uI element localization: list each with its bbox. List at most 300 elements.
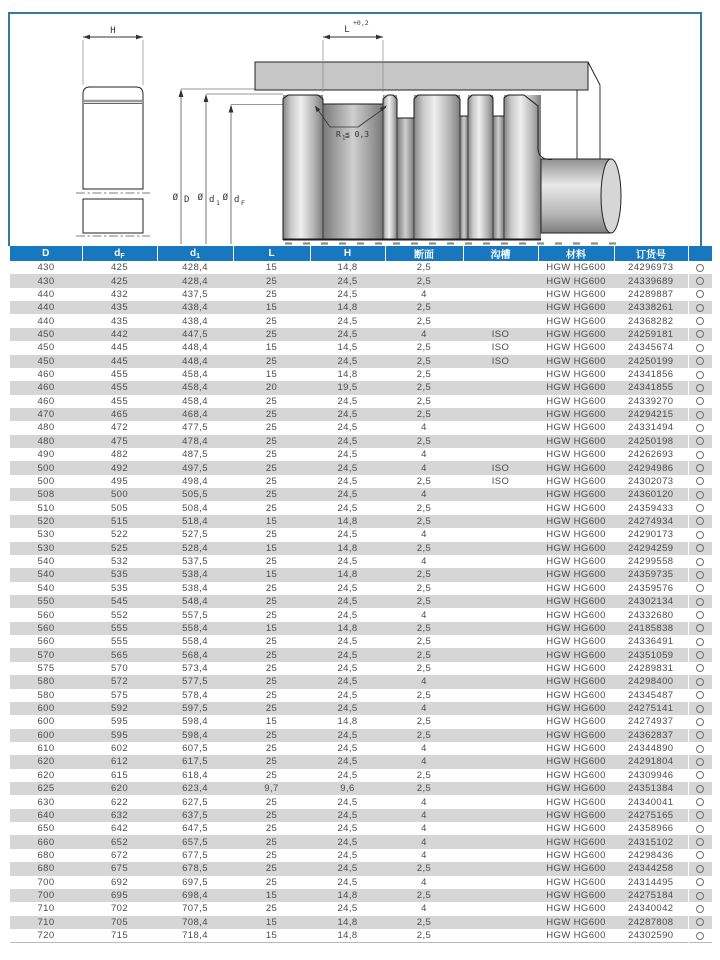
cell: 465 <box>110 409 129 421</box>
cell: 720 <box>37 930 55 942</box>
cell: 497,5 <box>182 462 208 474</box>
cell: 24359576 <box>628 582 674 594</box>
availability-icon <box>696 558 704 566</box>
cell: 552 <box>110 609 129 621</box>
column-header: 订货号 <box>614 246 688 261</box>
availability-cell <box>688 274 712 287</box>
cell: 602 <box>110 743 129 755</box>
cell: 24259181 <box>628 328 674 340</box>
cell: 24358966 <box>628 823 674 835</box>
dim-label-dia-D: D <box>184 195 190 205</box>
table-row <box>10 501 712 514</box>
table-row <box>10 448 712 461</box>
cell <box>463 715 538 728</box>
cell: 458,4 <box>182 369 208 381</box>
cell: 14,8 <box>337 302 358 314</box>
cell: 24302590 <box>628 930 674 942</box>
availability-cell <box>688 742 712 755</box>
cell: 707,5 <box>182 903 208 915</box>
cell <box>463 929 538 943</box>
availability-cell <box>688 635 712 648</box>
cell: 545 <box>110 596 129 608</box>
cell: 2,5 <box>416 689 432 701</box>
cell <box>463 702 538 715</box>
cell <box>463 488 538 501</box>
cell <box>463 635 538 648</box>
cell: 470 <box>37 409 55 421</box>
cell: 4 <box>421 836 427 848</box>
availability-cell <box>688 408 712 421</box>
availability-cell <box>688 542 712 555</box>
cell: 4 <box>421 796 427 808</box>
cell: 14,8 <box>337 262 358 274</box>
availability-cell <box>688 461 712 474</box>
table-row <box>10 461 712 474</box>
cell: 540 <box>37 569 55 581</box>
table-row <box>10 689 712 702</box>
cell: 482 <box>110 449 129 461</box>
cell: 25 <box>265 556 278 568</box>
table-row <box>10 902 712 915</box>
cell: 4 <box>421 676 427 688</box>
cell: 4 <box>421 288 427 300</box>
cell: 15 <box>265 930 278 942</box>
availability-icon <box>696 384 704 392</box>
cell <box>463 729 538 742</box>
cell: 570 <box>110 662 129 674</box>
cell: 24,5 <box>337 609 358 621</box>
column-header: 断面 <box>385 246 463 261</box>
cell: HGW HG600 <box>546 275 606 287</box>
cell <box>463 662 538 675</box>
availability-icon <box>696 758 704 766</box>
availability-cell <box>688 729 712 742</box>
cell: 25 <box>265 288 278 300</box>
cell: 440 <box>37 315 55 327</box>
cell: 15 <box>265 369 278 381</box>
cell: 24298400 <box>628 676 674 688</box>
availability-icon <box>696 745 704 753</box>
cell: 612 <box>110 756 129 768</box>
table-row <box>10 822 712 835</box>
cell: 24275184 <box>628 890 674 902</box>
cell: HGW HG600 <box>546 916 606 928</box>
cell: 448,4 <box>182 342 208 354</box>
dim-label-dia-df-sub: F <box>241 199 245 207</box>
cell: 447,5 <box>182 328 208 340</box>
cell: 600 <box>37 703 55 715</box>
cell <box>463 809 538 822</box>
cell: 4 <box>421 609 427 621</box>
availability-icon <box>696 504 704 512</box>
cell: 2,5 <box>416 262 432 274</box>
dim-label-dia-d1-sub: 1 <box>216 199 220 207</box>
cell: 24,5 <box>337 449 358 461</box>
cell: 428,4 <box>182 275 208 287</box>
cell: HGW HG600 <box>546 462 606 474</box>
table-row <box>10 755 712 768</box>
cell: 24185838 <box>628 622 674 634</box>
cell: HGW HG600 <box>546 542 606 554</box>
cell: 570 <box>37 649 55 661</box>
cell: HGW HG600 <box>546 328 606 340</box>
table-row <box>10 889 712 902</box>
availability-cell <box>688 769 712 782</box>
availability-icon <box>696 344 704 352</box>
availability-icon <box>696 517 704 525</box>
cell: 508 <box>37 489 55 501</box>
cell: 2,5 <box>416 302 432 314</box>
cell: 2,5 <box>416 622 432 634</box>
table-row <box>10 408 712 421</box>
cell <box>463 595 538 608</box>
cell: 2,5 <box>416 275 432 287</box>
cell: 498,4 <box>182 475 208 487</box>
cell <box>463 515 538 528</box>
cell: 24362837 <box>628 729 674 741</box>
cell: 24250199 <box>628 355 674 367</box>
cell: 710 <box>37 916 55 928</box>
table-row <box>10 368 712 381</box>
cell: 445 <box>110 342 129 354</box>
cell: 25 <box>265 462 278 474</box>
cell: HGW HG600 <box>546 449 606 461</box>
cell: 4 <box>421 556 427 568</box>
cell <box>463 542 538 555</box>
cell <box>463 742 538 755</box>
cell: 705 <box>110 916 129 928</box>
cell <box>463 368 538 381</box>
cell: 24,5 <box>337 649 358 661</box>
cell: 557,5 <box>182 609 208 621</box>
cell: 445 <box>110 355 129 367</box>
cell: 575 <box>37 662 55 674</box>
cell: 573,4 <box>182 662 208 674</box>
cell: 25 <box>265 876 278 888</box>
cell: 460 <box>37 382 55 394</box>
cell: 435 <box>110 315 129 327</box>
table-row <box>10 675 712 688</box>
availability-icon <box>696 317 704 325</box>
table-row <box>10 608 712 621</box>
cell: ISO <box>491 355 510 367</box>
cell: 592 <box>110 703 129 715</box>
cell <box>463 408 538 421</box>
cell: 598,4 <box>182 729 208 741</box>
availability-cell <box>688 288 712 301</box>
cell: 15 <box>265 342 278 354</box>
cell <box>463 421 538 434</box>
table-row <box>10 475 712 488</box>
availability-cell <box>688 568 712 581</box>
availability-cell <box>688 795 712 808</box>
cell: 650 <box>37 823 55 835</box>
availability-icon <box>696 598 704 606</box>
availability-icon <box>696 544 704 552</box>
availability-cell <box>688 675 712 688</box>
cell: 25 <box>265 903 278 915</box>
cell: 24,5 <box>337 849 358 861</box>
cell: HGW HG600 <box>546 649 606 661</box>
table-row <box>10 595 712 608</box>
availability-icon <box>696 731 704 739</box>
availability-icon <box>696 878 704 886</box>
cell: 2,5 <box>416 729 432 741</box>
cell: 437,5 <box>182 288 208 300</box>
table-row <box>10 421 712 434</box>
cell: 535 <box>110 569 129 581</box>
cell: 25 <box>265 729 278 741</box>
availability-icon <box>696 464 704 472</box>
cell: 2,5 <box>416 409 432 421</box>
cell: 4 <box>421 449 427 461</box>
cell: 477,5 <box>182 422 208 434</box>
cell: 24340041 <box>628 796 674 808</box>
cell: 558,4 <box>182 636 208 648</box>
cell: 595 <box>110 716 129 728</box>
table-row <box>10 435 712 448</box>
cell: 450 <box>37 342 55 354</box>
cell <box>463 568 538 581</box>
cell: 24299558 <box>628 556 674 568</box>
cell: 560 <box>37 609 55 621</box>
cell: 24,5 <box>337 809 358 821</box>
table-row <box>10 528 712 541</box>
cell <box>463 849 538 862</box>
cell: 24,5 <box>337 582 358 594</box>
cell: 25 <box>265 475 278 487</box>
cell: 2,5 <box>416 716 432 728</box>
availability-icon <box>696 905 704 913</box>
availability-cell <box>688 916 712 929</box>
cell <box>463 555 538 568</box>
cell: 2,5 <box>416 355 432 367</box>
availability-cell <box>688 902 712 915</box>
cell: 2,5 <box>416 636 432 648</box>
cell: 618,4 <box>182 769 208 781</box>
ring-cross-section <box>76 26 150 236</box>
cell: HGW HG600 <box>546 302 606 314</box>
cell: HGW HG600 <box>546 355 606 367</box>
cell: 24,5 <box>337 823 358 835</box>
cell: 25 <box>265 328 278 340</box>
cell: 2,5 <box>416 369 432 381</box>
cell: 2,5 <box>416 502 432 514</box>
cell: 695 <box>110 890 129 902</box>
cell: 597,5 <box>182 703 208 715</box>
cell: HGW HG600 <box>546 823 606 835</box>
availability-cell <box>688 689 712 702</box>
availability-cell <box>688 715 712 728</box>
cell: 4 <box>421 756 427 768</box>
column-header: L <box>233 246 310 261</box>
cell: 620 <box>37 769 55 781</box>
cell <box>463 782 538 795</box>
dim-label-dia-D-sym: Ø <box>172 193 178 203</box>
cell: 715 <box>110 930 129 942</box>
cell: 4 <box>421 743 427 755</box>
dim-label-l: L <box>344 25 350 35</box>
cell: 25 <box>265 609 278 621</box>
cell: 2,5 <box>416 783 432 795</box>
cell: 24,5 <box>337 529 358 541</box>
cell: 595 <box>110 729 129 741</box>
cell <box>463 381 538 394</box>
cell: 25 <box>265 863 278 875</box>
cell: 2,5 <box>416 769 432 781</box>
cell: 425 <box>110 262 129 274</box>
cell: HGW HG600 <box>546 422 606 434</box>
table-row <box>10 702 712 715</box>
table-row <box>10 515 712 528</box>
cell: ISO <box>491 328 510 340</box>
cell: 2,5 <box>416 930 432 942</box>
dim-label-dia-d1-sym: Ø <box>197 193 203 203</box>
cell: 14,8 <box>337 916 358 928</box>
cell: ISO <box>491 475 510 487</box>
cell <box>463 608 538 621</box>
cell: 24294215 <box>628 409 674 421</box>
availability-cell <box>688 395 712 408</box>
column-header: 材料 <box>538 246 614 261</box>
shaft-end <box>538 148 621 233</box>
cell: 450 <box>37 355 55 367</box>
cell: 24,5 <box>337 395 358 407</box>
availability-icon <box>696 798 704 806</box>
cell: 432 <box>110 288 129 300</box>
table-row <box>10 795 712 808</box>
cell: 24275141 <box>628 703 674 715</box>
cell: 2,5 <box>416 916 432 928</box>
dim-label-dia-df: d <box>234 195 240 205</box>
column-header: 沟槽 <box>463 246 538 261</box>
availability-icon <box>696 477 704 485</box>
cell: HGW HG600 <box>546 395 606 407</box>
cell: 15 <box>265 516 278 527</box>
cell: 24331494 <box>628 422 674 434</box>
cell: 458,4 <box>182 382 208 394</box>
availability-cell <box>688 515 712 528</box>
cell: 24,5 <box>337 315 358 327</box>
cell: 25 <box>265 582 278 594</box>
cell: HGW HG600 <box>546 529 606 541</box>
cell: 14,8 <box>337 716 358 728</box>
cell <box>463 395 538 408</box>
cell: 490 <box>37 449 55 461</box>
cell: HGW HG600 <box>546 609 606 621</box>
cell: 540 <box>37 556 55 568</box>
cell: 4 <box>421 903 427 915</box>
column-header <box>688 246 712 261</box>
cell <box>463 314 538 327</box>
cell: 598,4 <box>182 716 208 728</box>
cell: 530 <box>37 542 55 554</box>
availability-cell <box>688 435 712 448</box>
cell: 455 <box>110 395 129 407</box>
radius-note-sub: 1 <box>342 135 346 142</box>
cell: 435 <box>110 302 129 314</box>
table-row <box>10 729 712 742</box>
cell: 560 <box>37 622 55 634</box>
column-header: $d_F$ <box>82 246 157 261</box>
cell: 24345487 <box>628 689 674 701</box>
availability-icon <box>696 624 704 632</box>
cell: HGW HG600 <box>546 569 606 581</box>
cell: HGW HG600 <box>546 703 606 715</box>
cell: 25 <box>265 395 278 407</box>
cell: 24340042 <box>628 903 674 915</box>
cell: HGW HG600 <box>546 849 606 861</box>
cell: HGW HG600 <box>546 288 606 300</box>
cell: 24,5 <box>337 489 358 501</box>
cell: HGW HG600 <box>546 382 606 394</box>
cell: HGW HG600 <box>546 796 606 808</box>
table-row <box>10 555 712 568</box>
cell: 24,5 <box>337 409 358 421</box>
cell <box>463 822 538 835</box>
cell: 25 <box>265 743 278 755</box>
cell: HGW HG600 <box>546 502 606 514</box>
cell <box>463 501 538 514</box>
cell: 4 <box>421 529 427 541</box>
cell: 428,4 <box>182 262 208 274</box>
availability-cell <box>688 528 712 541</box>
cell: 14,8 <box>337 542 358 554</box>
cell <box>463 448 538 461</box>
availability-icon <box>696 638 704 646</box>
cell: 525 <box>110 542 129 554</box>
cell: 24289831 <box>628 662 674 674</box>
cell: 24341856 <box>628 369 674 381</box>
cell: 647,5 <box>182 823 208 835</box>
cell: 657,5 <box>182 836 208 848</box>
cell: HGW HG600 <box>546 475 606 487</box>
cell: 487,5 <box>182 449 208 461</box>
cell: 458,4 <box>182 395 208 407</box>
cell: 24359735 <box>628 569 674 581</box>
availability-cell <box>688 608 712 621</box>
cell: 24,5 <box>337 422 358 434</box>
cell <box>463 862 538 875</box>
cell: 24315102 <box>628 836 674 848</box>
cell: 25 <box>265 355 278 367</box>
cell: 24,5 <box>337 876 358 888</box>
table-row <box>10 622 712 635</box>
cell: 2,5 <box>416 542 432 554</box>
cell: 680 <box>37 863 55 875</box>
cell: 680 <box>37 849 55 861</box>
cell: 478,4 <box>182 435 208 447</box>
availability-cell <box>688 421 712 434</box>
cell: 24,5 <box>337 863 358 875</box>
availability-cell <box>688 341 712 354</box>
availability-cell <box>688 702 712 715</box>
cell: 25 <box>265 662 278 674</box>
cell: 500 <box>37 475 55 487</box>
cell: 24,5 <box>337 769 358 781</box>
cell: HGW HG600 <box>546 636 606 648</box>
cell: 540 <box>37 582 55 594</box>
table-row <box>10 782 712 795</box>
cell <box>463 755 538 768</box>
availability-icon <box>696 865 704 873</box>
cell: 14,5 <box>337 342 358 354</box>
table-row <box>10 715 712 728</box>
cell: 15 <box>265 890 278 902</box>
table-row <box>10 328 712 341</box>
cell: 580 <box>37 676 55 688</box>
availability-cell <box>688 862 712 875</box>
